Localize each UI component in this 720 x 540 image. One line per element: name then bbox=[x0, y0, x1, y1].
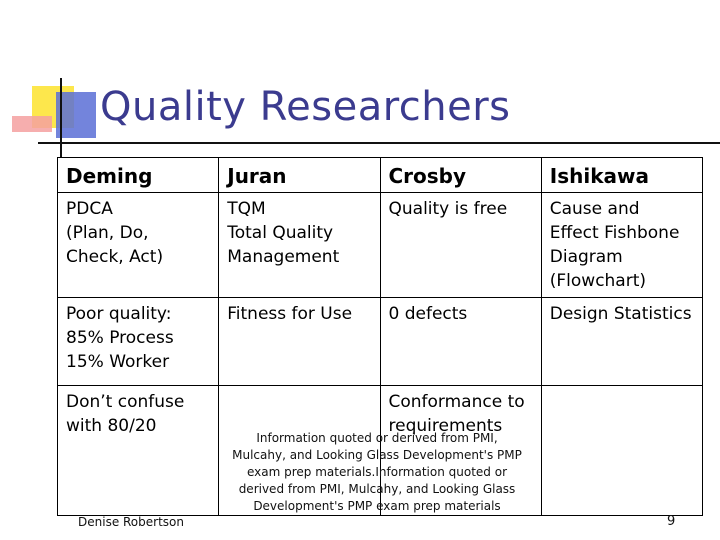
cell-line: Conformance to bbox=[388, 392, 525, 412]
cell-line: (Flowchart) bbox=[549, 271, 647, 291]
cell-juran-2 bbox=[219, 298, 380, 386]
cell-line: TQM bbox=[227, 199, 266, 219]
cell-line: Management bbox=[227, 247, 340, 267]
cell-line: (Plan, Do, bbox=[66, 223, 149, 243]
cell-line: requirements bbox=[388, 416, 503, 436]
cell-crosby-2 bbox=[380, 298, 541, 386]
cell-deming-2 bbox=[58, 298, 219, 386]
cell-line: Fitness for Use bbox=[227, 304, 353, 324]
cell-juran-1 bbox=[219, 193, 380, 298]
logo-square-red bbox=[12, 116, 52, 132]
cell-line: 0 defects bbox=[388, 304, 468, 324]
cell-line: Diagram bbox=[549, 247, 623, 267]
cell-line: Don’t confuse bbox=[66, 392, 185, 412]
cell-ishikawa-1 bbox=[541, 193, 702, 298]
cell-line: with 80/20 bbox=[66, 416, 157, 436]
source-note: Information quoted or derived from PMI, Mulcahy, and Looking Glass Development's PMP exam prep materials.Information quoted or derived from PMI, Mulcahy, and Looking Glass Development's PMP exam prep materials bbox=[232, 431, 522, 513]
title-horizontal-rule bbox=[38, 142, 720, 144]
header-deming: Deming bbox=[58, 158, 219, 193]
table-row bbox=[58, 193, 703, 298]
cell-line: Design Statistics bbox=[549, 304, 692, 324]
cell-line: 85% Process bbox=[66, 328, 174, 348]
cell-line: Cause and bbox=[549, 199, 640, 219]
cell-line: PDCA bbox=[66, 199, 113, 219]
cell-ishikawa-3 bbox=[541, 386, 702, 516]
header-crosby: Crosby bbox=[380, 158, 541, 193]
cell-line: Quality is free bbox=[388, 199, 508, 219]
cell-deming-1 bbox=[58, 193, 219, 298]
cell-line: Poor quality: bbox=[66, 304, 172, 324]
table-row bbox=[58, 298, 703, 386]
cell-line: Total Quality bbox=[227, 223, 334, 243]
header-juran: Juran bbox=[219, 158, 380, 193]
cell-line: Effect Fishbone bbox=[549, 223, 680, 243]
title-vertical-rule bbox=[60, 78, 62, 158]
cell-ishikawa-2 bbox=[541, 298, 702, 386]
cell-crosby-1 bbox=[380, 193, 541, 298]
logo-square-blue bbox=[56, 92, 96, 138]
cell-deming-3 bbox=[58, 386, 219, 516]
slide-title: Quality Researchers bbox=[100, 84, 511, 130]
footer-author: Denise Robertson bbox=[78, 515, 184, 529]
header-ishikawa: Ishikawa bbox=[541, 158, 702, 193]
cell-line: Check, Act) bbox=[66, 247, 164, 267]
cell-line: 15% Worker bbox=[66, 352, 170, 372]
table-header-row bbox=[58, 158, 703, 193]
page-number: 9 bbox=[667, 514, 676, 529]
